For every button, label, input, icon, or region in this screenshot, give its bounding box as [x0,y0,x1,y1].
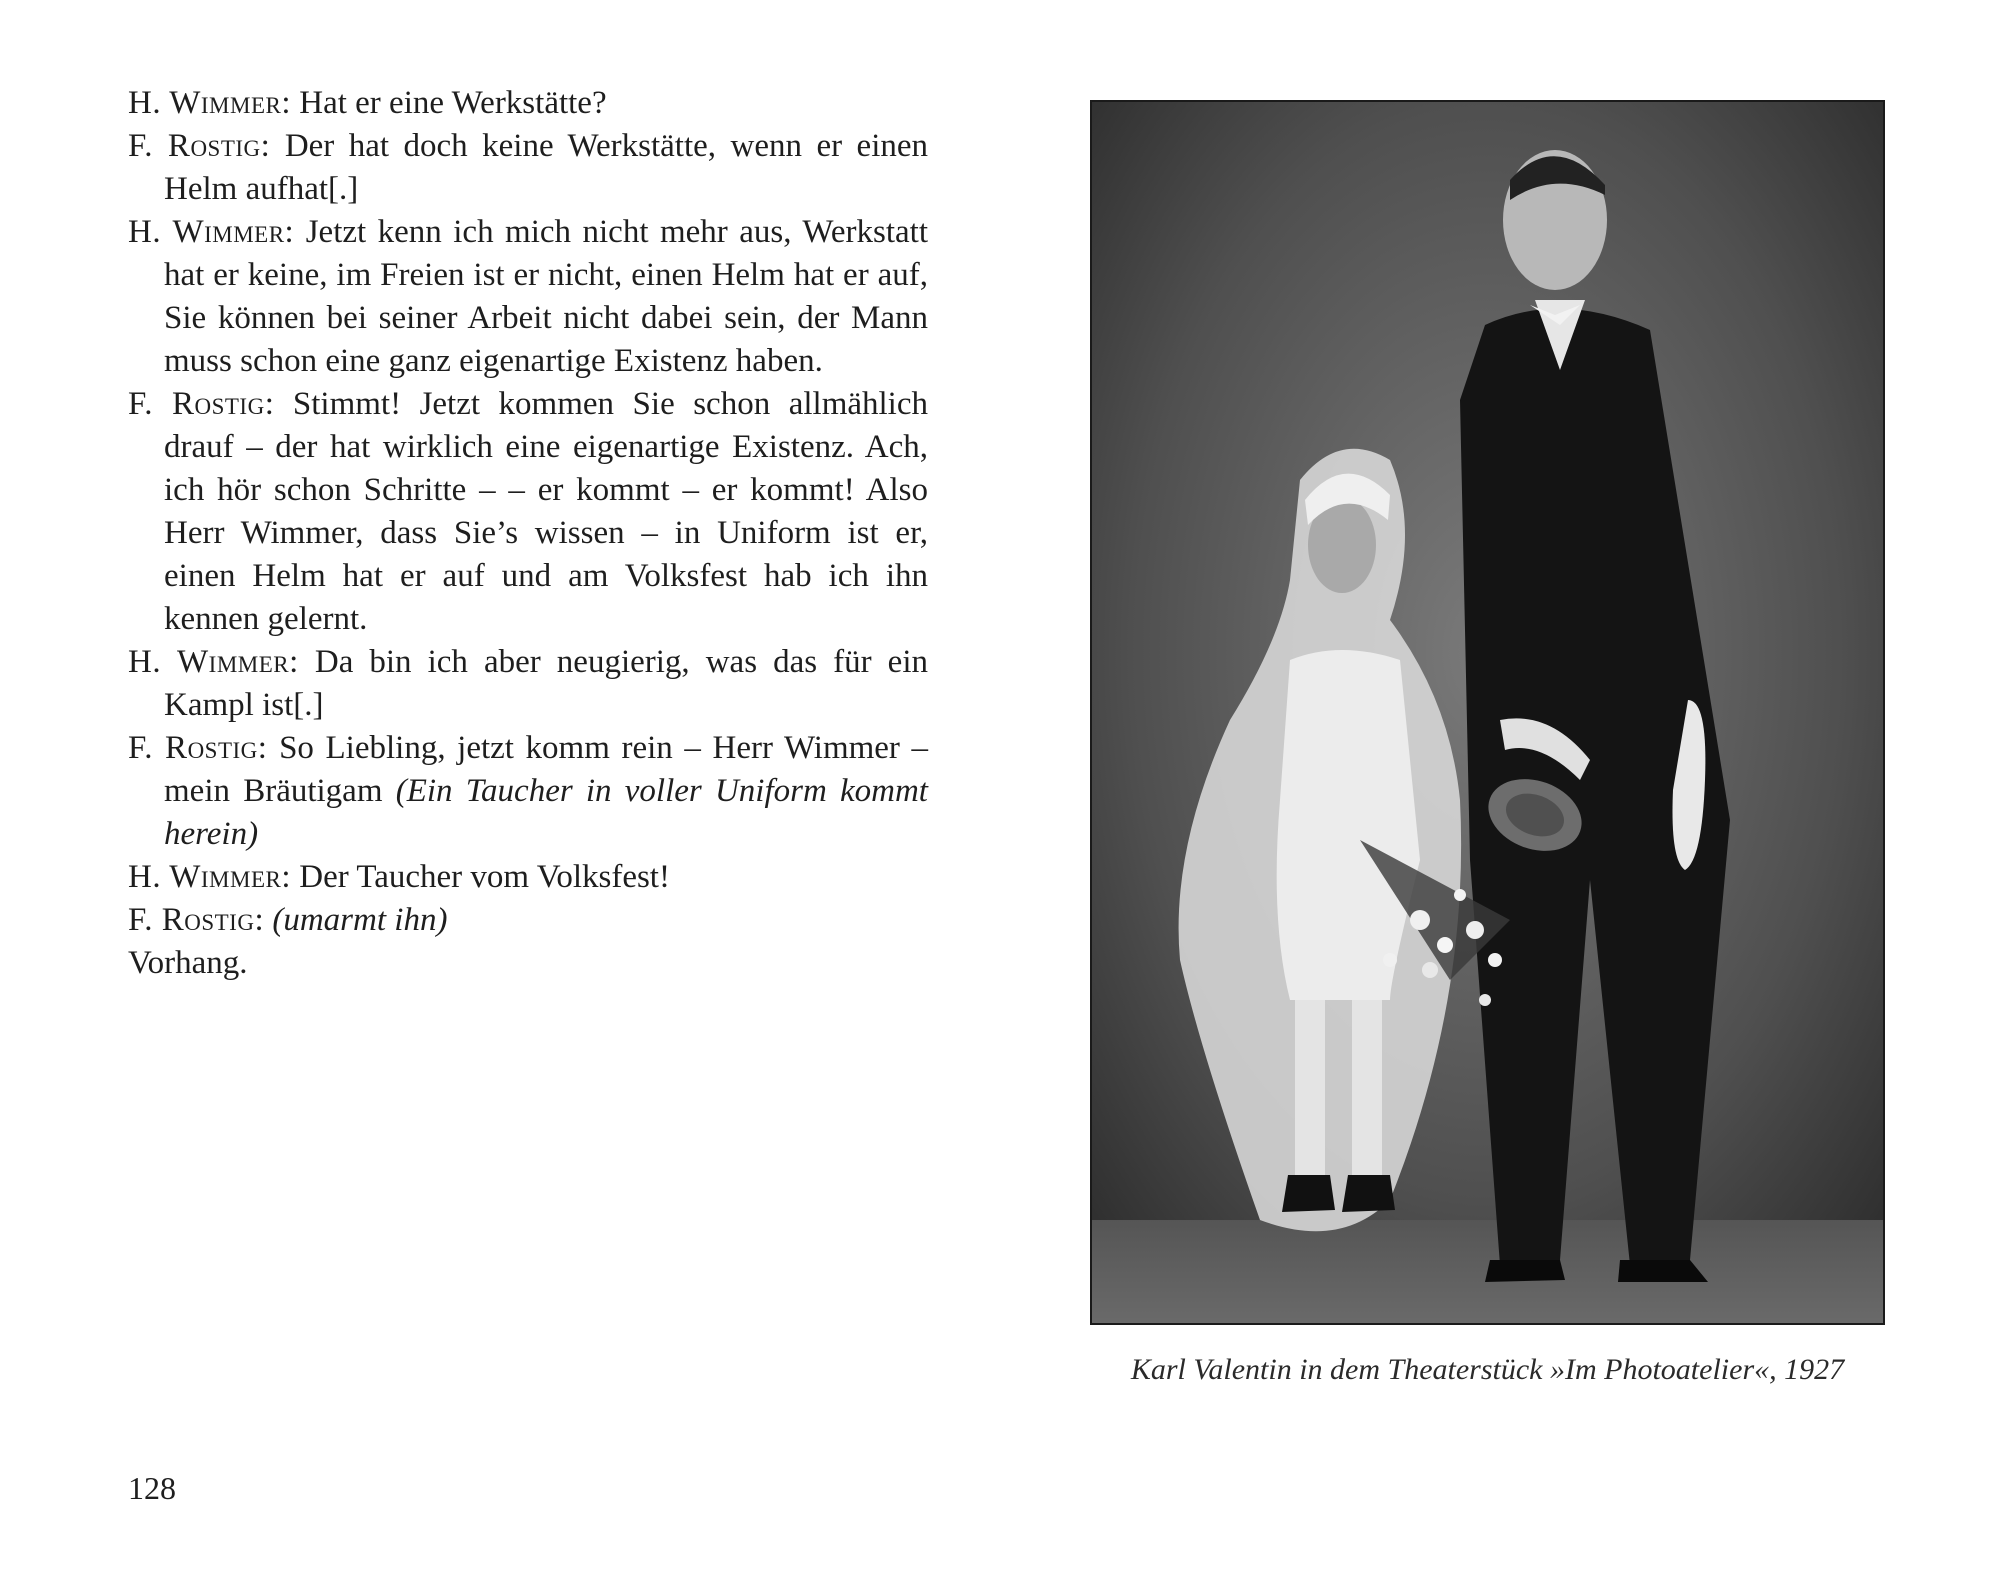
dialogue-line [128,82,928,125]
speaker-name: F. Rostig: [128,730,268,766]
photo-illustration [1090,100,1885,1325]
line-text: So Liebling, jetzt komm rein – Herr Wimmer – mein Bräutigam [164,730,929,809]
speaker-name: H. Wimmer: [128,644,299,680]
dialogue-line [128,211,928,383]
line-text: Da bin ich aber neugierig, was das für ein Kampl ist[.] [164,644,928,723]
line-text: Hat er eine Werkstätte? [291,85,607,121]
dialogue-line [128,856,928,899]
line-text: Der Taucher vom Volksfest! [291,859,670,895]
dialogue-line [128,641,928,727]
speaker-name: F. Rostig: [128,902,265,938]
dialogue-line [128,383,928,641]
page-number: 128 [128,1470,176,1506]
photo-caption: Karl Valentin in dem Theaterstück »Im Photoatelier«, 1927 [1130,1353,1845,1386]
closing-line: Vorhang. [128,945,248,981]
dialogue-line [128,899,928,942]
dialogue-column [128,82,928,985]
speaker-name: F. Rostig: [128,128,271,164]
photograph [1090,100,1885,1325]
speaker-name: H. Wimmer: [128,214,295,250]
stage-direction: (umarmt ihn) [272,902,448,938]
dialogue-line [128,125,928,211]
speaker-name: H. Wimmer: [128,859,292,895]
stage-direction: (Ein Taucher in voller Uniform kommt herein) [164,773,928,852]
line-text: Jetzt kenn ich mich nicht mehr aus, Werkstatt hat er keine, im Freien ist er nicht, einen Helm hat er auf, Sie können bei seiner Arbeit nicht dabei sein, der Mann muss schon eine ganz eigenartige Existenz haben. [164,214,928,379]
speaker-name: H. Wimmer: [128,85,292,121]
dialogue-line [128,727,928,856]
line-text: Stimmt! Jetzt kommen Sie schon allmählich drauf – der hat wirklich eine eigenartige Existenz. Ach, ich hör schon Schritte – – er kommt – er kommt! Also Herr Wimmer, dass Sie’s wissen – in Uniform ist er, einen Helm hat er auf und am Volksfest hab ich ihn kennen gelernt. [164,386,928,637]
speaker-name: F. Rostig: [128,386,275,422]
line-text: Der hat doch keine Werkstätte, wenn er einen Helm aufhat[.] [164,128,929,207]
